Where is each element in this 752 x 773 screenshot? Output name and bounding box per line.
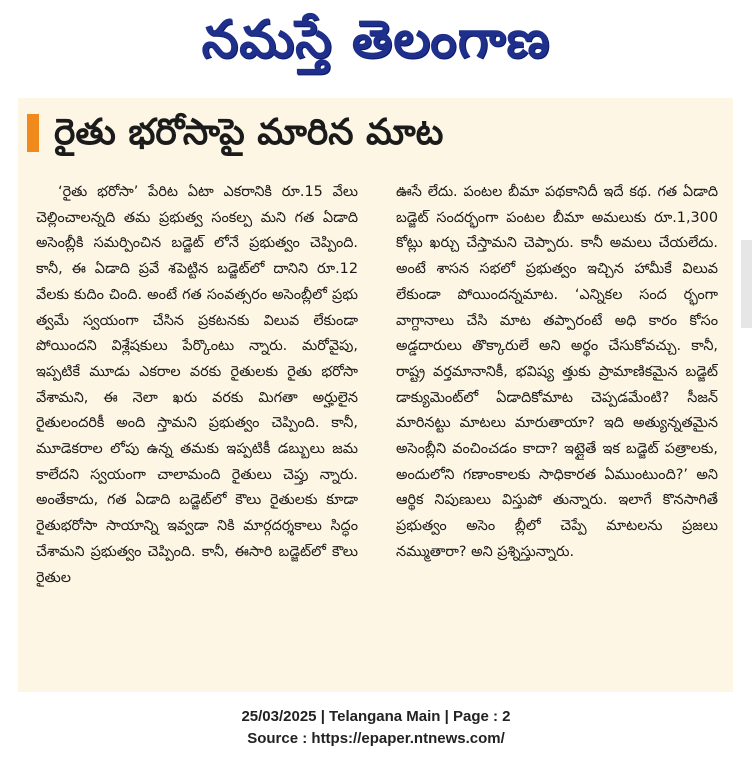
source-link[interactable]: Source : https://epaper.ntnews.com/ <box>247 730 505 747</box>
scroll-edge-tab <box>741 240 752 328</box>
article-paragraph-left: ‘రైతు భరోసా’ పేరిట ఏటా ఎకరానికి రూ.15 వేలు చెల్లించాలన్నది తమ ప్రభుత్వ సంకల్ప మని గత ఏడాది అసెంబ్లీకి సమర్పించిన బడ్జెట్ లోనే ప్రభుత్వం చెప్పింది. కానీ, ఈ ఏడాది ప్రవే శపెట్టిన బడ్జెట్‌లో దానిని రూ.12 వేలకు కుదిం చింది. అంటే గత సంవత్సరం అసెంబ్లీలో ప్రభు త్వమే స్వయంగా చేసిన ప్రకటనకు విలువ లేకుండా పోయిందని విశ్లేషకులు పేర్కొంటు న్నారు. మరోవైపు, ఇప్పటికే మూడు ఎకరాల వరకు రైతులకు రైతు భరోసా వేశామని, ఈ నెలా ఖరు వరకు మిగతా అర్హులైన రైతులందరికీ అంది స్తామని ప్రభుత్వం చెప్పింది. కానీ, మూడెకరాల లోపు ఉన్న తమకు ఇప్పటికీ డబ్బులు జమ కాలేదని స్వయంగా చాలామంది రైతులు చెప్తు న్నారు. అంతేకాదు, గత ఏడాది బడ్జెట్‌లో కౌలు రైతులకు కూడా రైతుభరోసా సాయాన్ని ఇవ్వడా నికి మార్గదర్శకాలు సిద్ధం చేశామని ప్రభుత్వం చెప్పింది. కానీ, ఈసారి బడ్జెట్‌లో కౌలు రైతుల <box>36 184 358 586</box>
article-paragraph-right: ఊసే లేదు. పంటల బీమా పథకానిదీ ఇదే కథ. గత ఏడాది బడ్జెట్ సందర్భంగా పంటల బీమా అమలుకు రూ.1,300 కోట్లు ఖర్చు చేస్తామని చెప్పారు. కానీ అమలు చేయలేదు. అంటే శాసన సభలో ప్రభుత్వం ఇచ్చిన హామీకే విలువ లేకుండా పోయిందన్నమాట. ‘ఎన్నికల సంద ర్భంగా వాగ్దానాలు చేసి మాట తప్పారంటే అధి కారం కోసం అడ్డదారులు తొక్కారులే అని అర్థం చేసుకోవచ్చు. కానీ, రాష్ట్ర వర్తమానానికీ, భవిష్య త్తుకు ప్రామాణికమైన బడ్జెట్ డాక్యుమెంట్‌లో ఏడాదికోమాట చెప్పడమేంటి? సీజన్ మారినట్టు మాటలు మారుతాయా? ఇది అత్యున్నతమైన అసెంబ్లీని వంచించడం కాదా? ఇట్లైతే ఇక బడ్జెట్ పత్రాలకు, అందులోని గణాంకాలకు సాధికారత ఏముంటుంది?’ అని ఆర్థిక నిపుణులు విస్తుపో తున్నారు. ఇలాగే కొనసాగితే ప్రభుత్వం అసెం బ్లీలో చెప్పే మాటలను ప్రజలు నమ్ముతారా? అని ప్రశ్నిస్తున్నారు. <box>396 184 718 560</box>
page-footer <box>0 706 752 750</box>
article-card <box>18 98 733 692</box>
masthead-logo: నమస్తే తెలంగాణ <box>201 9 551 70</box>
headline-accent-bar <box>27 114 39 152</box>
article-headline: రైతు భరోసాపై మారిన మాట <box>54 112 444 153</box>
article-column-left <box>36 180 358 680</box>
masthead <box>0 0 752 92</box>
article-column-right <box>396 180 718 680</box>
edition-info: 25/03/2025 | Telangana Main | Page : 2 <box>241 708 511 725</box>
